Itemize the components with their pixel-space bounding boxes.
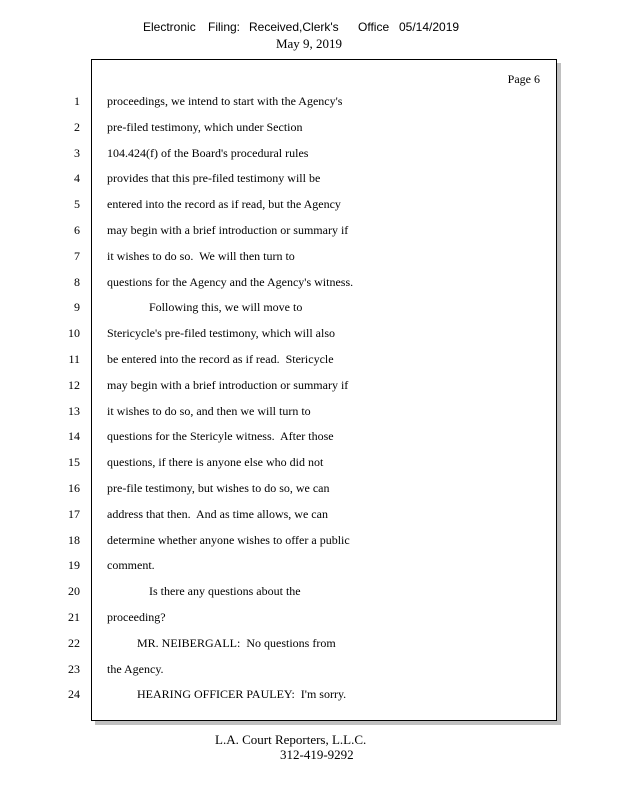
line-text: may begin with a brief introduction or summary if <box>107 222 349 237</box>
line-text: entered into the record as if read, but the Agency <box>107 197 341 212</box>
transcript-line <box>0 115 618 141</box>
reporter-phone: 312-419-9292 <box>280 747 354 762</box>
line-text: provides that this pre-filed testimony will be <box>107 171 321 186</box>
transcript-line <box>0 89 618 115</box>
line-text: Following this, we will move to <box>107 300 303 315</box>
transcript-line <box>0 166 618 192</box>
transcript-line <box>0 141 618 167</box>
transcript-line <box>0 295 618 321</box>
page-number: Page 6 <box>507 72 540 86</box>
transcript-line <box>0 553 618 579</box>
line-text: be entered into the record as if read. Stericycle <box>107 351 334 366</box>
line-number: 24 <box>68 687 80 702</box>
transcript-line <box>0 244 618 270</box>
line-text: HEARING OFFICER PAULEY: I'm sorry. <box>107 687 347 702</box>
line-number: 20 <box>68 584 80 599</box>
filing-stamp-word-office: Office <box>358 20 390 34</box>
line-text: 104.424(f) of the Board's procedural rules <box>107 145 309 160</box>
filing-stamp-word-filing: Filing: <box>208 20 241 34</box>
line-text: address that then. And as time allows, we can <box>107 506 328 521</box>
transcript-line <box>0 579 618 605</box>
line-number: 7 <box>74 248 80 263</box>
transcript-line <box>0 218 618 244</box>
transcript-line <box>0 682 618 708</box>
transcript-line <box>0 631 618 657</box>
line-number: 5 <box>74 197 80 212</box>
line-number: 12 <box>68 377 80 392</box>
line-number: 16 <box>68 480 80 495</box>
line-number: 23 <box>68 661 80 676</box>
line-number: 9 <box>74 300 80 315</box>
line-number: 22 <box>68 635 80 650</box>
line-text: pre-filed testimony, which under Section <box>107 119 303 134</box>
line-text: it wishes to do so. We will then turn to <box>107 248 295 263</box>
transcript-date: May 9, 2019 <box>275 36 343 51</box>
transcript-line <box>0 321 618 347</box>
line-number: 18 <box>68 532 80 547</box>
line-text: pre-file testimony, but wishes to do so, we can <box>107 480 330 495</box>
filing-stamp-word-electronic: Electronic <box>143 20 196 34</box>
transcript-line <box>0 450 618 476</box>
transcript-line <box>0 347 618 373</box>
transcript-line <box>0 605 618 631</box>
filing-stamp-date: 05/14/2019 <box>399 20 460 34</box>
line-text: questions, if there is anyone else who did not <box>107 455 324 470</box>
line-number: 17 <box>68 506 80 521</box>
transcript-line <box>0 476 618 502</box>
transcript-line <box>0 528 618 554</box>
line-number: 1 <box>74 94 80 108</box>
transcript-line <box>0 270 618 296</box>
line-number: 2 <box>74 119 80 134</box>
line-text: may begin with a brief introduction or summary if <box>107 377 349 392</box>
transcript-line <box>0 192 618 218</box>
line-text: comment. <box>107 558 155 573</box>
reporter-company: L.A. Court Reporters, L.L.C. <box>215 732 367 747</box>
line-text: Is there any questions about the <box>107 584 301 599</box>
line-text: Stericycle's pre-filed testimony, which will also <box>107 326 335 341</box>
line-number: 21 <box>68 609 80 624</box>
line-number: 19 <box>68 558 80 573</box>
line-number: 15 <box>68 455 80 470</box>
line-text: proceedings, we intend to start with the Agency's <box>107 94 343 108</box>
line-text: the Agency. <box>107 661 164 676</box>
transcript-line <box>0 424 618 450</box>
line-number: 3 <box>74 145 80 160</box>
transcript-lines <box>0 89 618 708</box>
line-number: 10 <box>68 326 80 341</box>
filing-stamp-header <box>0 20 618 36</box>
line-number: 6 <box>74 222 80 237</box>
line-number: 14 <box>68 429 80 444</box>
line-text: determine whether anyone wishes to offer a public <box>107 532 350 547</box>
line-number: 4 <box>74 171 80 186</box>
line-text: proceeding? <box>107 609 166 624</box>
line-number: 13 <box>68 403 80 418</box>
line-text: MR. NEIBERGALL: No questions from <box>107 635 336 650</box>
line-text: it wishes to do so, and then we will turn to <box>107 403 311 418</box>
transcript-line <box>0 502 618 528</box>
transcript-line <box>0 373 618 399</box>
line-text: questions for the Stericyle witness. After those <box>107 429 334 444</box>
transcript-line <box>0 657 618 683</box>
line-text: questions for the Agency and the Agency's witness. <box>107 274 354 289</box>
transcript-line <box>0 399 618 425</box>
line-number: 8 <box>74 274 80 289</box>
filing-stamp-word-received-clerks: Received,Clerk's <box>249 20 339 34</box>
line-number: 11 <box>68 351 80 366</box>
